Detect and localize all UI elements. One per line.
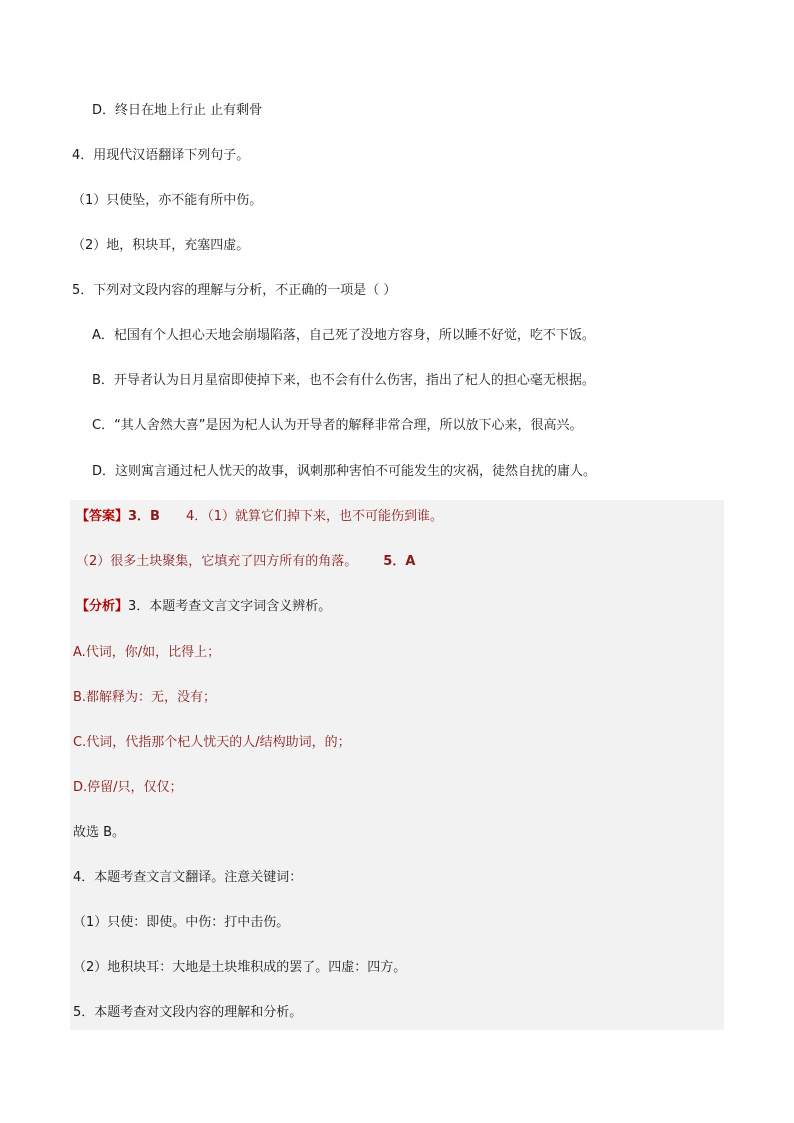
analysis-item-d: D.停留/只，仅仅； (73, 780, 183, 795)
analysis-q3-intro: 3．本题考查文言文字词含义辨析。 (128, 599, 332, 614)
q5-stem: 5．下列对文段内容的理解与分析，不正确的一项是（ ） (72, 283, 397, 298)
q3-option-d: D．终日在地上行止 止有剩骨 (92, 103, 263, 118)
q5-option-b: B．开导者认为日月星宿即使掉下来，也不会有什么伤害，指出了杞人的担心毫无根据。 (92, 373, 595, 388)
analysis-q4-sub1: （1）只使：即使。中伤：打中击伤。 (73, 915, 290, 930)
answer-q3: 3．B (128, 509, 160, 524)
q5-option-d: D．这则寓言通过杞人忧天的故事，讽刺那种害怕不可能发生的灾祸，徒然自扰的庸人。 (92, 464, 597, 479)
analysis-tag: 【分析】 (76, 599, 129, 614)
analysis-item-b: B.都解释为：无，没有； (73, 690, 217, 705)
analysis-item-a: A.代词，你/如，比得上； (73, 645, 221, 660)
analysis-choose: 故选 B。 (73, 825, 126, 840)
q5-option-a: A．杞国有个人担心天地会崩塌陷落，自己死了没地方容身，所以睡不好觉，吃不下饭。 (92, 328, 595, 343)
analysis-line (76, 597, 331, 617)
q4-sub-2: （2）地，积块耳，充塞四虚。 (72, 238, 250, 253)
analysis-q5-intro: 5．本题考查对文段内容的理解和分析。 (73, 1005, 303, 1020)
answer-q5: 5．A (383, 554, 416, 569)
answer-analysis-block (70, 500, 724, 1030)
answer-line-2 (76, 552, 415, 572)
answer-q4-part2: （2）很多土块聚集，它填充了四方所有的角落。 (76, 554, 358, 569)
answer-tag: 【答案】 (76, 509, 129, 524)
answer-line (76, 507, 443, 527)
analysis-q4-intro: 4．本题考查文言文翻译。注意关键词： (73, 870, 303, 885)
q5-option-c: C．“其人舍然大喜”是因为杞人认为开导者的解释非常合理，所以放下心来，很高兴。 (92, 418, 583, 433)
q4-stem: 4．用现代汉语翻译下列句子。 (72, 148, 250, 163)
analysis-item-c: C.代词，代指那个杞人忧天的人/结构助词，的； (73, 735, 351, 750)
answer-q4-part1: 4．（1）就算它们掉下来，也不可能伤到谁。 (185, 509, 444, 524)
q4-sub-1: （1）只使坠，亦不能有所中伤。 (72, 193, 263, 208)
analysis-q4-sub2: （2）地积块耳：大地是土块堆积成的罢了。四虚：四方。 (73, 960, 407, 975)
